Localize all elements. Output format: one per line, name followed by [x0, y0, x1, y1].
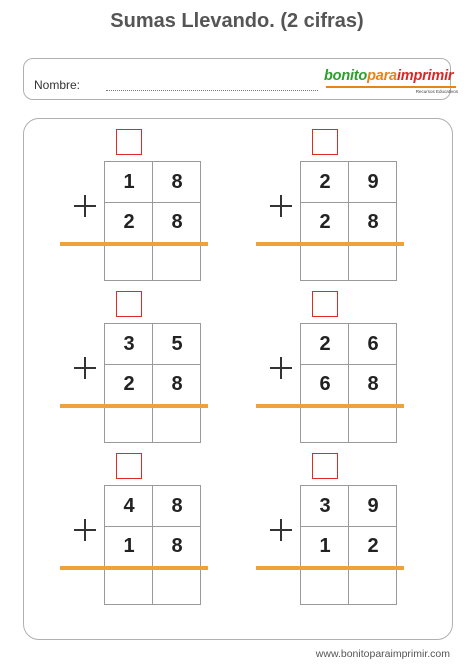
problem-1 — [60, 129, 220, 289]
bottom-tens-digit: 2 — [123, 210, 135, 233]
logo-underline — [326, 86, 456, 88]
exercises-panel — [23, 118, 453, 640]
carry-box[interactable] — [312, 291, 338, 317]
sum-line — [256, 404, 404, 408]
worksheet-title: Sumas Llevando. (2 cifras) — [110, 10, 364, 32]
top-tens-digit: 2 — [319, 332, 331, 355]
logo-part-3: imprimir — [396, 68, 454, 84]
answer-tens-cell[interactable] — [301, 566, 349, 606]
plus-icon — [268, 517, 294, 543]
problem-4 — [256, 291, 416, 451]
plus-icon — [72, 355, 98, 381]
top-units-digit: 9 — [367, 494, 379, 517]
carry-box[interactable] — [312, 453, 338, 479]
top-tens-digit: 1 — [123, 170, 135, 193]
answer-units-cell[interactable] — [349, 404, 397, 444]
sum-line — [60, 242, 208, 246]
bottom-tens-digit: 1 — [319, 534, 331, 557]
carry-box[interactable] — [312, 129, 338, 155]
top-units-digit: 9 — [367, 170, 379, 193]
bottom-units-digit: 2 — [367, 534, 379, 557]
carry-box[interactable] — [116, 291, 142, 317]
plus-icon — [72, 193, 98, 219]
logo-part-1: bonito — [324, 68, 368, 84]
answer-units-cell[interactable] — [153, 404, 201, 444]
answer-units-cell[interactable] — [153, 242, 201, 282]
bottom-units-digit: 8 — [367, 210, 379, 233]
digit-grid — [104, 485, 201, 605]
logo-part-2: para — [367, 68, 397, 84]
plus-icon — [72, 517, 98, 543]
sum-line — [256, 566, 404, 570]
sum-line — [60, 566, 208, 570]
answer-tens-cell[interactable] — [105, 242, 153, 282]
answer-tens-cell[interactable] — [301, 242, 349, 282]
answer-tens-cell[interactable] — [105, 566, 153, 606]
top-units-digit: 6 — [367, 332, 379, 355]
problem-5 — [60, 453, 220, 613]
answer-units-cell[interactable] — [349, 242, 397, 282]
carry-box[interactable] — [116, 129, 142, 155]
name-label: Nombre: — [34, 78, 81, 92]
problem-3 — [60, 291, 220, 451]
top-tens-digit: 3 — [319, 494, 331, 517]
answer-units-cell[interactable] — [153, 566, 201, 606]
digit-grid — [300, 323, 397, 443]
top-tens-digit: 2 — [319, 170, 331, 193]
answer-units-cell[interactable] — [349, 566, 397, 606]
bottom-tens-digit: 2 — [319, 210, 331, 233]
bottom-tens-digit: 6 — [319, 372, 331, 395]
bottom-units-digit: 8 — [367, 372, 379, 395]
sum-line — [60, 404, 208, 408]
name-field-box — [23, 58, 458, 100]
top-units-digit: 8 — [171, 494, 183, 517]
digit-grid — [104, 323, 201, 443]
answer-tens-cell[interactable] — [301, 404, 349, 444]
bottom-units-digit: 8 — [171, 210, 183, 233]
bottom-units-digit: 8 — [171, 534, 183, 557]
sum-line — [256, 242, 404, 246]
top-units-digit: 8 — [171, 170, 183, 193]
plus-icon — [268, 193, 294, 219]
top-tens-digit: 4 — [123, 494, 135, 517]
name-line[interactable] — [106, 90, 318, 91]
carry-box[interactable] — [116, 453, 142, 479]
top-tens-digit: 3 — [123, 332, 135, 355]
plus-icon — [268, 355, 294, 381]
bottom-tens-digit: 2 — [123, 372, 135, 395]
brand-logo — [324, 68, 464, 98]
bottom-tens-digit: 1 — [123, 534, 135, 557]
digit-grid — [300, 485, 397, 605]
digit-grid — [300, 161, 397, 281]
problem-6 — [256, 453, 416, 613]
footer-url[interactable]: www.bonitoparaimprimir.com — [315, 648, 450, 660]
answer-tens-cell[interactable] — [105, 404, 153, 444]
digit-grid — [104, 161, 201, 281]
logo-tagline: Recursos Educativos — [415, 89, 458, 94]
top-units-digit: 5 — [171, 332, 183, 355]
bottom-units-digit: 8 — [171, 372, 183, 395]
problem-2 — [256, 129, 416, 289]
